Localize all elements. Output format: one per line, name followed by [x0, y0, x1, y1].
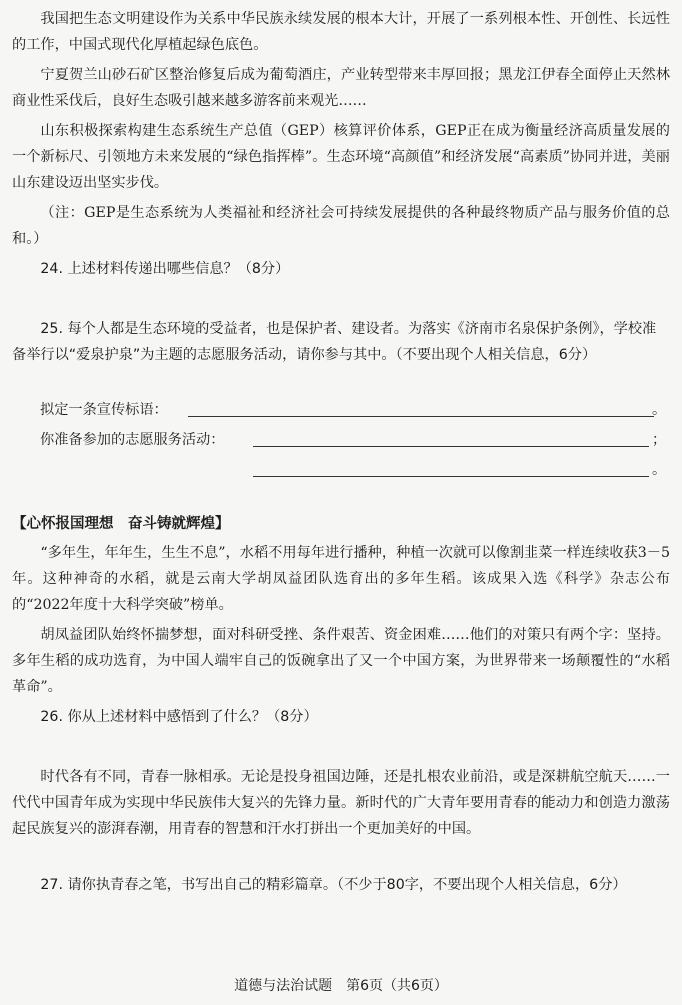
activity-fill-row-2	[40, 458, 665, 482]
section-title: 【心怀报国理想 奋斗铸就辉煌】	[12, 516, 230, 532]
activity-end-mark-1: ；	[652, 432, 667, 448]
activity-end-mark-2: 。	[652, 462, 667, 478]
material1-paragraph-3: 山东积极探索构建生态系统生产总值（GEP）核算评价体系，GEP正在成为衡量经济高质量发展的一个新标尺、引领地方未来发展的“绿色指挥棒”。生态环境“高颜值”和经济发展“高素质”协同并进，美丽山东建设迈出坚实步伐。	[12, 123, 670, 191]
question-26: 26. 你从上述材料中感悟到了什么？（8分）	[40, 709, 318, 725]
slogan-label: 拟定一条宣传标语：	[40, 402, 168, 418]
slogan-fill-row	[40, 398, 665, 422]
activity-label: 你准备参加的志愿服务活动：	[40, 432, 225, 448]
section2-paragraph-1: “多年生，年年生，生生不息”，水稻不用每年进行播种，种植一次就可以像割韭菜一样连续收获3－5年。这种神奇的水稻，就是云南大学胡凤益团队选育出的多年生稻。该成果入选《科学》杂志公布的“2022年度十大科学突破”榜单。	[12, 545, 670, 613]
slogan-end-mark: 。	[652, 402, 667, 418]
activity-fill-row	[40, 428, 665, 452]
section2-paragraph-2: 胡凤益团队始终怀揣梦想，面对科研受挫、条件艰苦、资金困难……他们的对策只有两个字：坚持。多年生稻的成功选育，为中国人端牢自己的饭碗拿出了又一个中国方案，为世界带来一场颠覆性的“水稻革命”。	[12, 627, 670, 695]
material1-note: （注：GEP是生态系统为人类福祉和经济社会可持续发展提供的各种最终物质产品与服务价值的总和。）	[12, 205, 670, 247]
question-27: 27. 请你执青春之笔，书写出自己的精彩篇章。（不少于80字，不要出现个人相关信息，6分）	[40, 877, 627, 893]
activity-answer-line-1[interactable]	[253, 446, 649, 447]
material1-paragraph-2: 宁夏贺兰山砂石矿区整治修复后成为葡萄酒庄，产业转型带来丰厚回报；黑龙江伊春全面停止天然林商业性采伐后，良好生态吸引越来越多游客前来观光……	[12, 67, 670, 109]
slogan-answer-line[interactable]	[188, 416, 654, 417]
page-footer: 道德与法治试题 第6页（共6页）	[234, 978, 448, 994]
activity-answer-line-2[interactable]	[253, 476, 649, 477]
question-24: 24. 上述材料传递出哪些信息？（8分）	[40, 261, 290, 277]
question-25: 25. 每个人都是生态环境的受益者，也是保护者、建设者。为落实《济南市名泉保护条例》，学校准备举行以“爱泉护泉”为主题的志愿服务活动，请你参与其中。（不要出现个人相关信息，6分）	[12, 321, 657, 363]
material1-paragraph-1: 我国把生态文明建设作为关系中华民族永续发展的根本大计，开展了一系列根本性、开创性、长远性的工作，中国式现代化厚植起绿色底色。	[12, 11, 670, 53]
material3-paragraph-1: 时代各有不同，青春一脉相承。无论是投身祖国边陲，还是扎根农业前沿，或是深耕航空航天……一代代中国青年成为实现中华民族伟大复兴的先锋力量。新时代的广大青年要用青春的能动力和创造力激荡起民族复兴的澎湃春潮，用青春的智慧和汗水打拼出一个更加美好的中国。	[12, 769, 670, 837]
